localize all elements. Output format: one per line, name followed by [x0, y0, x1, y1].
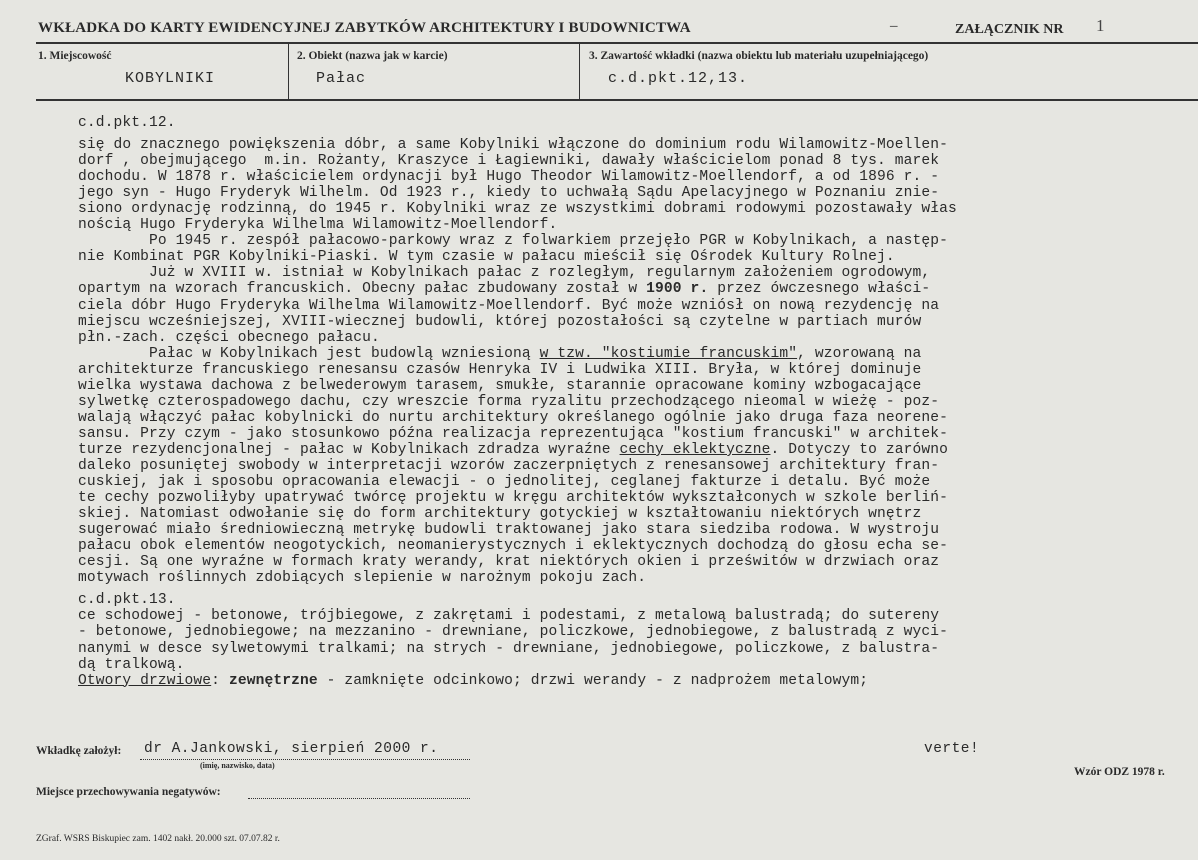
text-line: nanymi w desce sylwetowymi tralkami; na strych - drewniane, jednobiegowe, policzkowe, z balustra-: [78, 640, 940, 657]
object-label: 2. Obiekt (nazwa jak w karcie): [297, 50, 448, 62]
field-divider-1: [288, 43, 289, 100]
section-12-heading: c.d.pkt.12.: [78, 115, 176, 131]
text-line: Już w XVIII w. istniał w Kobylnikach pałac z rozległym, regularnym założeniem ogrodowym,: [78, 265, 931, 282]
text-run: przez ówczesnego właści-: [708, 281, 931, 298]
text-line: dochodu. W 1878 r. właścicielem ordynacji był Hugo Theodor Wilamowitz-Moellendorf, a od 1896 r. -: [78, 169, 940, 186]
text-line: siono ordynację rodzinną, do 1945 r. Kobylniki wraz ze wszystkimi dobrami rodowymi pozostawały włas: [78, 201, 957, 218]
printer-note: ZGraf. WSRS Biskupiec zam. 1402 nakł. 20.000 szt. 07.07.82 r.: [36, 834, 280, 844]
text-line: ciela dóbr Hugo Fryderyka Wilhelma Wilamowitz-Moellendorf. Być może wzniósł on nową rezydencję na: [78, 297, 940, 314]
underlined-phrase: Otwory drzwiowe: [78, 672, 212, 689]
text-run: - zamknięte odcinkowo; drzwi werandy - z nadprożem metalowym;: [317, 672, 869, 689]
text-line: te cechy pozwoliłyby upatrywać twórcę projektu w kręgu architektów wykształconych w szkole berliń-: [78, 490, 949, 507]
text-run: :: [211, 672, 229, 689]
text-line: płn.-zach. części obecnego pałacu.: [78, 329, 380, 346]
text-line: walają włączyć pałac kobylnicki do nurtu architektury określanego ogólnie jako druga faza neorene-: [78, 409, 949, 426]
text-line: sansu. Przy czym - jako stosunkowo późna realizacja reprezentująca "kostium francuski" w architek-: [78, 425, 949, 442]
annex-number: 1: [1096, 16, 1105, 35]
storage-dotline: [248, 798, 470, 799]
form-version: Wzór ODZ 1978 r.: [1074, 766, 1165, 778]
underlined-phrase: w tzw. "kostiumie francuskim": [539, 345, 798, 362]
text-line: architekturze francuskiego renesansu czasów Henryka IV i Ludwika XIII. Bryła, w której dominuje: [78, 361, 922, 378]
text-line: wielka wystawa dachowa z belwederowym tarasem, smukłe, starannie opracowane kominy wzbogacające: [78, 377, 922, 394]
text-line: sugerować miało średniowieczną metrykę budowli traktowanej jako stara siedziba rodowa. W wystroju: [78, 522, 940, 539]
annex-label: ZAŁĄCZNIK NR: [955, 22, 1064, 37]
form-title: WKŁADKA DO KARTY EWIDENCYJNEJ ZABYTKÓW ARCHITEKTURY I BUDOWNICTWA: [38, 20, 691, 36]
content-value: c.d.pkt.12,13.: [608, 70, 749, 87]
object-value: Pałac: [316, 70, 367, 87]
document-body: [78, 115, 1088, 689]
underlined-phrase: cechy eklektyczne: [619, 441, 771, 458]
text-run: Pałac w Kobylnikach jest budowlą wzniesioną: [78, 345, 540, 362]
section-13-heading: c.d.pkt.13.: [78, 592, 176, 609]
header-dash: –: [890, 18, 898, 34]
text-line: się do znacznego powiększenia dóbr, a same Kobylniki włączone do dominium rodu Wilamowitz-Moellen-: [78, 137, 949, 154]
author-label: Wkładkę założył:: [36, 745, 122, 757]
verte-note: verte!: [924, 741, 980, 757]
year-bold: 1900 r.: [646, 281, 709, 298]
header-rule: [36, 42, 1198, 44]
text-line: ce schodowej - betonowe, trójbiegowe, z zakrętami i podestami, z metalową balustradą; do sutereny: [78, 608, 940, 625]
text-line: [78, 281, 1088, 297]
place-value: KOBYLNIKI: [125, 70, 216, 87]
text-line: miejscu wcześniejszej, XVIII-wiecznej budowli, której pozostałości są czytelne w partiach murów: [78, 313, 922, 330]
text-line: motywach roślinnych zdobiących slepienie w narożnym pokoju zach.: [78, 570, 647, 587]
text-line: cesji. Są one wyraźne w formach kraty werandy, krat niektórych okien i prześwitów w drzwiach oraz: [78, 554, 940, 571]
bold-phrase: zewnętrzne: [228, 672, 318, 689]
text-line: nie Kombinat PGR Kobylniki-Piaski. W tym czasie w pałacu mieścił się Ośrodek Kultury Rolnej.: [78, 249, 895, 266]
author-dotline: [140, 759, 470, 760]
text-line: - betonowe, jednobiegowe; na mezzanino - drewniane, policzkowe, jednobiegowe, z balustradą z wyci-: [78, 624, 949, 641]
text-run: turze rezydencjonalnej - pałac w Kobylnikach zdradza wyraźne: [78, 441, 620, 458]
fields-bottom-rule: [36, 99, 1198, 101]
author-value: dr A.Jankowski, sierpień 2000 r.: [144, 741, 439, 757]
text-line: jego syn - Hugo Fryderyk Wilhelm. Od 1923 r., kiedy to uchwałą Sądu Apelacyjnego w Poznaniu znie-: [78, 185, 940, 202]
storage-label: Miejsce przechowywania negatywów:: [36, 786, 221, 798]
author-hint: (imię, nazwisko, data): [200, 761, 275, 770]
text-line: [78, 346, 1088, 362]
text-line: skiej. Natomiast odwołanie się do form architektury gotyckiej w kształtowaniu niektórych wnętrz: [78, 506, 922, 523]
text-line: [78, 442, 1088, 458]
text-line: cuskiej, jak i sposobu opracowania elewacji - o jednolitej, ceglanej fakturze i detalu. Być może: [78, 474, 931, 491]
text-line: nością Hugo Fryderyka Wilhelma Wilamowitz-Moellendorf.: [78, 217, 558, 234]
text-line: pałacu obok elementów neogotyckich, neomanierystycznych i eklektycznych dochodzą do głosu echa se-: [78, 538, 949, 555]
text-line: Po 1945 r. zespół pałacowo-parkowy wraz z folwarkiem przejęło PGR w Kobylnikach, a następ-: [78, 233, 949, 250]
text-line: sylwetkę czterospadowego dachu, czy wreszcie forma ryzalitu przechodzącego nieomal w wieżę - poz-: [78, 393, 940, 410]
text-run: . Dotyczy to zarówno: [770, 441, 949, 458]
text-run: opartym na wzorach francuskich. Obecny pałac zbudowany został w: [78, 281, 647, 298]
place-label: 1. Miejscowość: [38, 50, 112, 62]
content-label: 3. Zawartość wkładki (nazwa obiektu lub materiału uzupełniającego): [589, 50, 929, 62]
field-divider-2: [579, 43, 580, 100]
text-line: dą tralkową.: [78, 656, 185, 673]
text-line: daleko posuniętej swobody w interpretacji wzorów zaczerpniętych z renesansowej architektury fran-: [78, 457, 940, 474]
text-line: [78, 673, 1088, 689]
text-run: , wzorowaną na: [797, 345, 922, 362]
text-line: dorf , obejmującego m.in. Rożanty, Kraszyce i Łagiewniki, dawały właścicielom ponad 8 tys. marek: [78, 153, 940, 170]
